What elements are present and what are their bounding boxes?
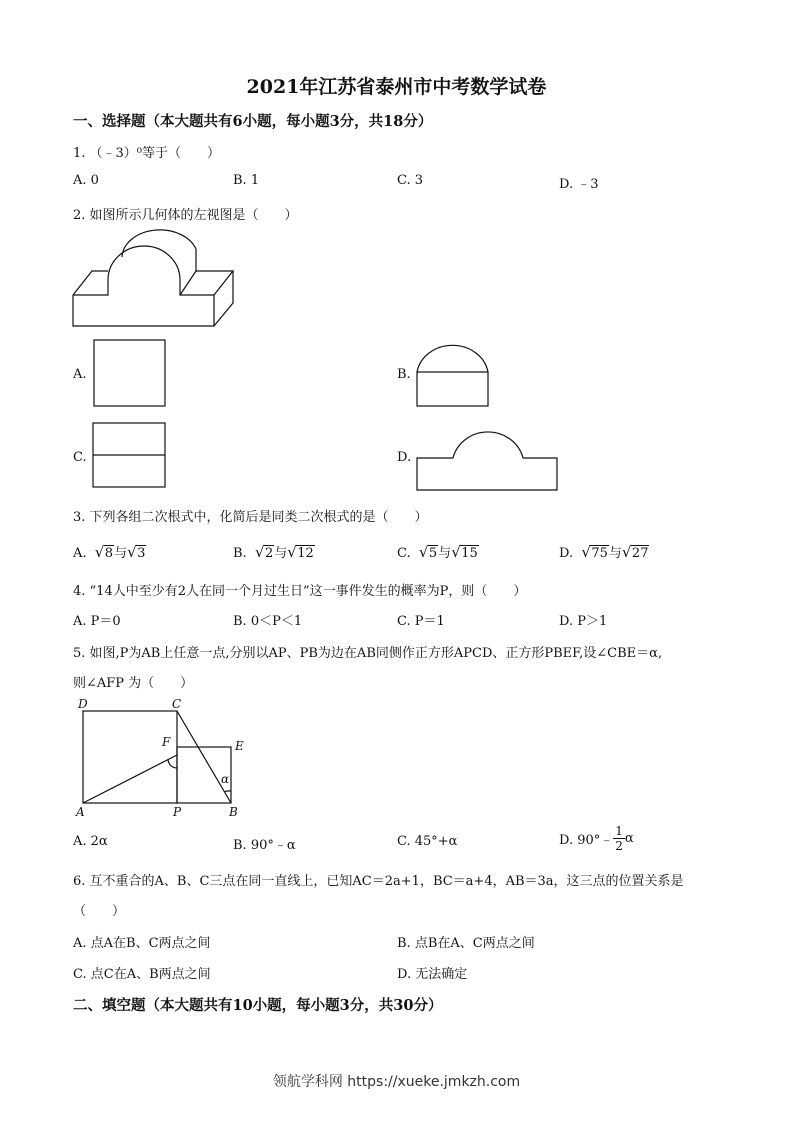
- q5-option-a: A. 2α: [73, 834, 108, 849]
- question-6-stem-line2: （ ）: [73, 904, 126, 919]
- q5-label-d: D: [78, 697, 88, 711]
- section-heading-fill-in: 二、填空题（本大题共有10小题，每小题3分，共30分）: [73, 997, 443, 1014]
- q1-option-b: B. 1: [233, 173, 260, 188]
- q4-option-d: D. P＞1: [559, 614, 608, 629]
- q3-option-d-label: D.: [559, 546, 574, 561]
- sqrt-2: √ 2: [254, 543, 274, 561]
- q3-option-c-label: C.: [397, 546, 411, 561]
- q1-option-c: C. 3: [397, 173, 424, 188]
- q3-option-b: B. √ 2与 √ 12: [233, 543, 314, 561]
- sqrt-12: √ 12: [287, 543, 314, 561]
- q4-option-a: A. P＝0: [73, 614, 121, 629]
- q4-option-c: C. P＝1: [397, 614, 445, 629]
- question-2-stem: 2. 如图所示几何体的左视图是（ ）: [73, 208, 298, 223]
- q6-option-b: B. 点B在A、C两点之间: [397, 936, 535, 951]
- q3-option-d: D. √ 75与 √ 27: [559, 543, 649, 561]
- q5-label-e: E: [235, 739, 244, 753]
- question-6-stem-line1: 6. 互不重合的A、B、C三点在同一直线上，已知AC＝2a+1，BC＝a+4，AB＝3a，这三点的位置关系是: [73, 874, 684, 889]
- question-5-stem-line1: 5. 如图,P为AB上任意一点,分别以AP、PB为边在AB同侧作正方形APCD、正方形PBEF,设∠CBE＝α,: [73, 646, 663, 661]
- sqrt-75: √ 75: [581, 543, 608, 561]
- q2-option-d-label: D.: [397, 450, 412, 465]
- question-5-stem-line2: 则∠AFP 为（ ）: [73, 676, 194, 691]
- q5-option-b: B. 90°﹣α: [233, 838, 296, 853]
- q5-label-p: P: [173, 805, 182, 819]
- sqrt-8: √ 8: [94, 543, 114, 561]
- question-1-stem: 1. （﹣3）⁰等于（ ）: [73, 146, 221, 161]
- sqrt-15: √ 15: [451, 543, 478, 561]
- footer-watermark: 领航学科网 https://xueke.jmkzh.com: [272, 1074, 521, 1090]
- sqrt-5: √ 5: [418, 543, 438, 561]
- q2-option-b-label: B.: [397, 367, 411, 382]
- q5-label-b: B: [229, 805, 238, 819]
- q5-label-f: F: [162, 735, 171, 749]
- q5-option-c: C. 45°+α: [397, 834, 458, 849]
- q3-option-a-label: A.: [73, 546, 87, 561]
- q3-option-c: C. √ 5与 √ 15: [397, 543, 478, 561]
- page-title: 2021年江苏省泰州市中考数学试卷: [246, 76, 547, 98]
- question-3-stem: 3. 下列各组二次根式中，化简后是同类二次根式的是（ ）: [73, 510, 428, 525]
- q1-option-a: A. 0: [73, 173, 99, 188]
- q2-option-c-label: C.: [73, 450, 87, 465]
- q4-option-b: B. 0＜P＜1: [233, 614, 303, 629]
- sqrt-3: √ 3: [127, 543, 146, 561]
- q6-option-d: D. 无法确定: [397, 967, 468, 982]
- q6-option-c: C. 点C在A、B两点之间: [73, 967, 211, 982]
- q5-label-alpha: α: [221, 772, 230, 786]
- fraction-one-half: $\frac{1}{2}$: [615, 824, 623, 853]
- q5-option-d: D. 90°﹣ $\frac{1}{2}$ α: [559, 824, 634, 853]
- q5-label-c: C: [172, 697, 182, 711]
- q3-option-a: A. √ 8与 √ 3: [73, 543, 146, 561]
- q1-option-d: D. ﹣3: [559, 177, 599, 192]
- question-4-stem: 4. “14人中至少有2人在同一个月过生日”这一事件发生的概率为P，则（ ）: [73, 584, 527, 599]
- section-heading-choice: 一、选择题（本大题共有6小题，每小题3分，共18分）: [73, 113, 433, 130]
- q3-option-b-label: B.: [233, 546, 247, 561]
- q5-label-a: A: [76, 805, 85, 819]
- q2-option-a-label: A.: [73, 367, 87, 382]
- sqrt-27: √ 27: [621, 543, 649, 561]
- q6-option-a: A. 点A在B、C两点之间: [73, 936, 211, 951]
